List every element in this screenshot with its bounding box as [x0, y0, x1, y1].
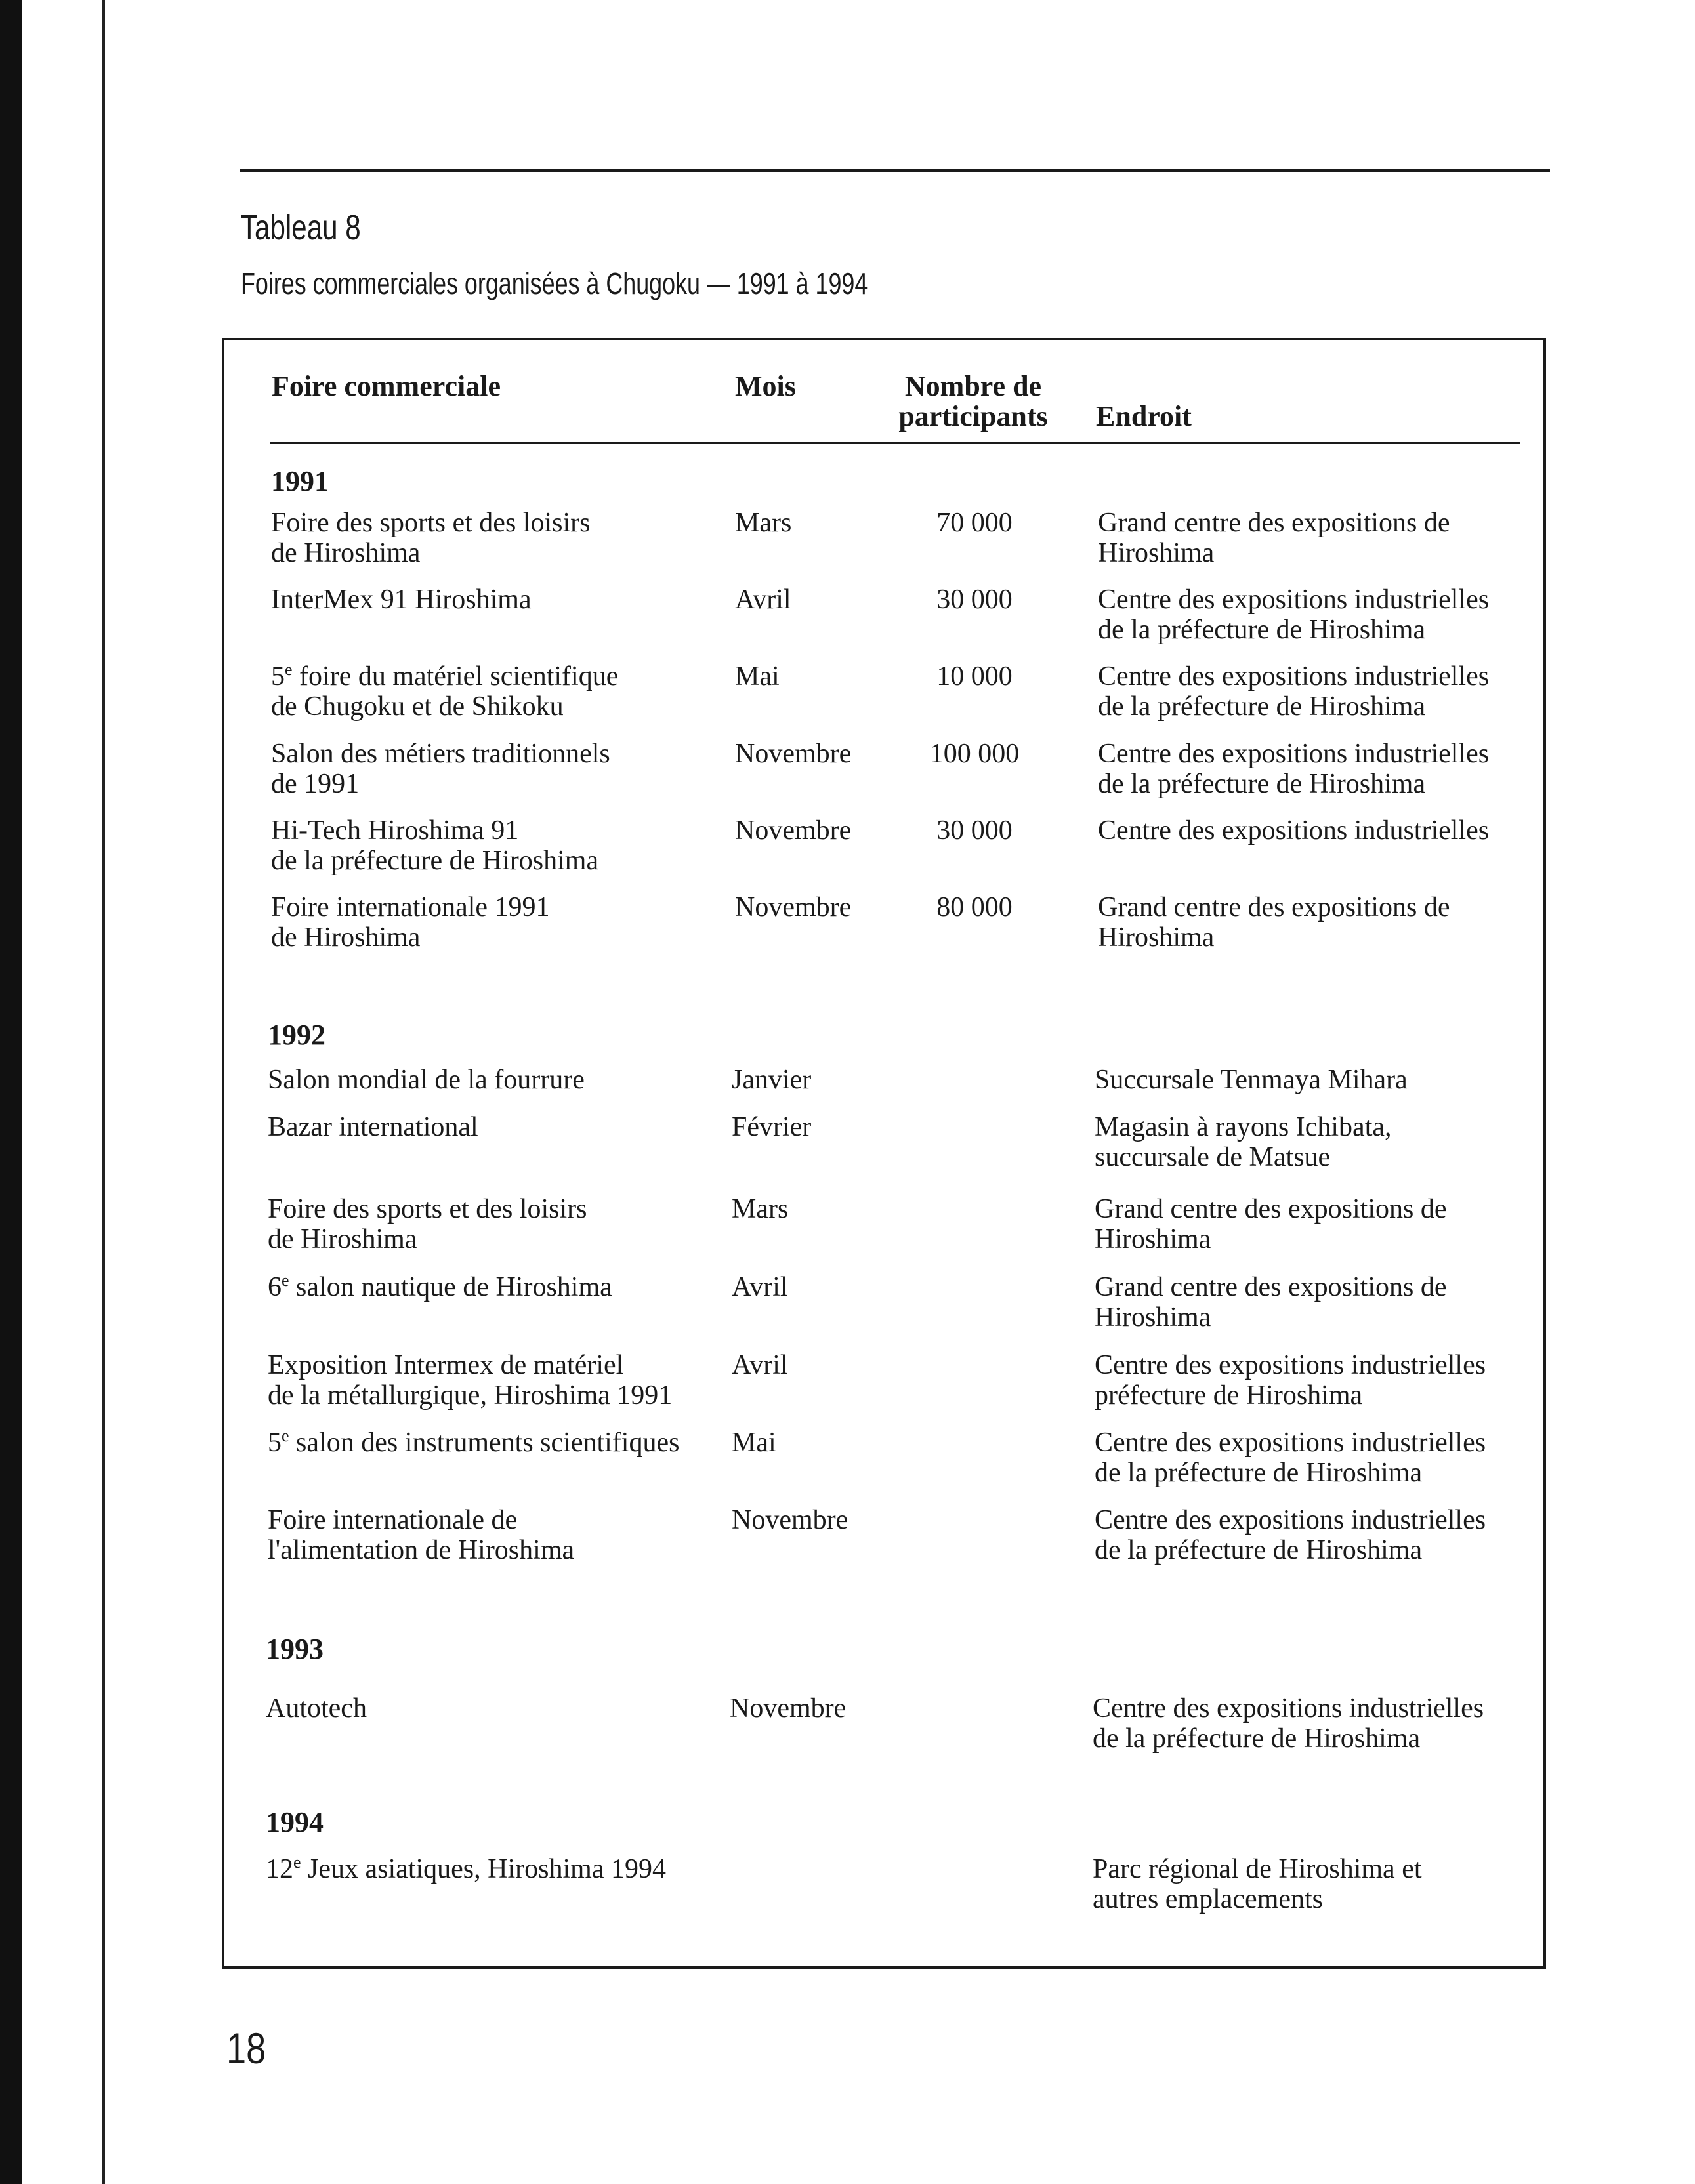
fair-name-line: de Hiroshima: [271, 538, 421, 568]
fair-name-line: Exposition Intermex de matériel: [268, 1350, 624, 1380]
venue-line: Centre des expositions industrielles: [1095, 1505, 1486, 1535]
venue-line: de la préfecture de Hiroshima: [1098, 691, 1426, 722]
fair-name: [266, 1693, 367, 1723]
year-heading: 1994: [266, 1806, 324, 1838]
header-foire: Foire commerciale: [272, 370, 501, 402]
venue-line: préfecture de Hiroshima: [1095, 1380, 1363, 1411]
fair-name: [268, 1065, 585, 1095]
header-nombre: [891, 371, 1055, 432]
ordinal-suffix: e: [282, 1426, 289, 1445]
month: Mai: [732, 1428, 776, 1458]
venue-line: Centre des expositions industrielles: [1098, 585, 1490, 615]
venue-line: Centre des expositions industrielles: [1095, 1428, 1486, 1458]
venue-line: Centre des expositions industrielles: [1095, 1350, 1486, 1380]
month: Février: [732, 1112, 812, 1142]
ordinal-suffix: e: [282, 1271, 289, 1290]
venue: [1098, 892, 1450, 953]
venue-line: Magasin à rayons Ichibata,: [1095, 1112, 1392, 1142]
month: Avril: [735, 585, 791, 615]
fair-name: [271, 661, 618, 722]
venue: [1093, 1854, 1422, 1914]
fair-name-text: salon des instruments scientifiques: [289, 1428, 680, 1458]
participants: 80 000: [936, 892, 1013, 922]
fair-name-line: Foire internationale de: [268, 1505, 518, 1535]
month: Mars: [732, 1194, 789, 1224]
participants: 30 000: [936, 585, 1013, 615]
fair-name: [268, 1505, 574, 1565]
header-endroit: Endroit: [1096, 400, 1192, 432]
fair-name-line: l'alimentation de Hiroshima: [268, 1535, 575, 1565]
venue-line: Centre des expositions industrielles: [1098, 661, 1490, 691]
fair-name-line: [271, 661, 618, 691]
venue: [1095, 1065, 1408, 1095]
fair-name: [266, 1854, 666, 1884]
venue: [1095, 1112, 1392, 1172]
venue-line: de la préfecture de Hiroshima: [1098, 615, 1426, 645]
month: Novembre: [730, 1693, 847, 1723]
month: Janvier: [732, 1065, 812, 1095]
fair-name: [268, 1272, 612, 1302]
ordinal-number: 6: [268, 1272, 282, 1302]
fair-name-line: Bazar international: [268, 1112, 478, 1142]
venue-line: Hiroshima: [1098, 922, 1215, 953]
venue-line: autres emplacements: [1093, 1884, 1324, 1914]
fair-name-line: [268, 1428, 679, 1458]
participants: 100 000: [929, 739, 1020, 769]
fair-name-line: Salon des métiers traditionnels: [271, 739, 610, 769]
venue: [1098, 661, 1489, 722]
fair-name-text: salon nautique de Hiroshima: [289, 1272, 612, 1302]
fair-name-line: de Chugoku et de Shikoku: [271, 691, 564, 722]
ordinal-suffix: e: [293, 1853, 301, 1872]
month: Novembre: [735, 892, 852, 922]
fair-name: [268, 1428, 679, 1458]
fair-name-line: de la préfecture de Hiroshima: [271, 846, 599, 876]
binding-line: [102, 0, 105, 2184]
fair-name-line: de Hiroshima: [268, 1224, 417, 1254]
month: Mars: [735, 508, 792, 538]
fair-name-line: de 1991: [271, 769, 360, 799]
month: Novembre: [732, 1505, 848, 1535]
header-rule: [270, 442, 1520, 444]
ordinal-number: 12: [266, 1854, 293, 1884]
venue-line: Succursale Tenmaya Mihara: [1095, 1065, 1408, 1095]
ordinal-number: 5: [268, 1428, 282, 1458]
venue: [1093, 1693, 1484, 1754]
fair-name-line: [268, 1272, 612, 1302]
venue-line: Hiroshima: [1095, 1302, 1211, 1332]
fair-name-line: Foire internationale 1991: [271, 892, 550, 922]
venue-line: Grand centre des expositions de: [1095, 1272, 1447, 1302]
venue: [1098, 585, 1489, 645]
participants: 10 000: [936, 661, 1013, 691]
month: Novembre: [735, 739, 852, 769]
year-heading: 1992: [268, 1019, 325, 1051]
fair-name-line: de Hiroshima: [271, 922, 421, 953]
fair-name: [268, 1112, 478, 1142]
fair-name: [271, 892, 550, 953]
fair-name-text: foire du matériel scientifique: [292, 661, 619, 691]
venue-line: Grand centre des expositions de: [1098, 508, 1450, 538]
header-nombre-line2: participants: [898, 400, 1048, 432]
venue: [1095, 1194, 1447, 1254]
venue-line: de la préfecture de Hiroshima: [1095, 1535, 1423, 1565]
venue: [1098, 739, 1489, 799]
venue-line: Centre des expositions industrielles: [1098, 815, 1490, 846]
fair-name-line: Foire des sports et des loisirs: [271, 508, 591, 538]
venue-line: de la préfecture de Hiroshima: [1093, 1723, 1421, 1754]
venue-line: Centre des expositions industrielles: [1098, 739, 1490, 769]
fair-name: [268, 1350, 672, 1411]
month: Mai: [735, 661, 780, 691]
month: Novembre: [735, 815, 852, 846]
fair-name-text: Jeux asiatiques, Hiroshima 1994: [301, 1854, 666, 1884]
fair-name-line: [266, 1854, 666, 1884]
binding-edge: [0, 0, 22, 2184]
page-number: 18: [226, 2024, 266, 2072]
table-label: Tableau 8: [241, 208, 361, 247]
venue: [1095, 1505, 1486, 1565]
fair-name-line: de la métallurgique, Hiroshima 1991: [268, 1380, 673, 1411]
venue-line: Hiroshima: [1098, 538, 1215, 568]
fair-name: [271, 739, 610, 799]
venue: [1098, 815, 1489, 846]
participants: 70 000: [936, 508, 1013, 538]
venue-line: Centre des expositions industrielles: [1093, 1693, 1484, 1723]
fair-name-line: Foire des sports et des loisirs: [268, 1194, 587, 1224]
venue-line: de la préfecture de Hiroshima: [1095, 1458, 1423, 1488]
fair-name: [271, 815, 598, 876]
venue: [1095, 1428, 1486, 1488]
venue-line: Hiroshima: [1095, 1224, 1211, 1254]
month: Avril: [732, 1350, 788, 1380]
month: Avril: [732, 1272, 788, 1302]
header-mois: Mois: [735, 370, 796, 402]
venue-line: Parc régional de Hiroshima et: [1093, 1854, 1422, 1884]
fair-name-line: Autotech: [266, 1693, 367, 1723]
fair-name-line: InterMex 91 Hiroshima: [271, 585, 532, 615]
fair-name: [268, 1194, 587, 1254]
venue: [1095, 1272, 1447, 1332]
year-heading: 1993: [266, 1633, 324, 1665]
venue-line: Grand centre des expositions de: [1098, 892, 1450, 922]
venue-line: succursale de Matsue: [1095, 1142, 1331, 1172]
top-rule: [240, 169, 1550, 172]
venue-line: Grand centre des expositions de: [1095, 1194, 1447, 1224]
venue-line: de la préfecture de Hiroshima: [1098, 769, 1426, 799]
fair-name: [271, 585, 532, 615]
ordinal-number: 5: [271, 661, 285, 691]
venue: [1098, 508, 1450, 568]
fair-name: [271, 508, 590, 568]
header-nombre-line1: Nombre de: [904, 370, 1042, 402]
participants: 30 000: [936, 815, 1013, 846]
table-title: Foires commerciales organisées à Chugoku — 1991 à 1994: [241, 266, 868, 300]
year-heading: 1991: [271, 465, 329, 497]
fair-name-line: Hi-Tech Hiroshima 91: [271, 815, 519, 846]
venue: [1095, 1350, 1486, 1411]
fair-name-line: Salon mondial de la fourrure: [268, 1065, 585, 1095]
ordinal-suffix: e: [285, 660, 293, 679]
